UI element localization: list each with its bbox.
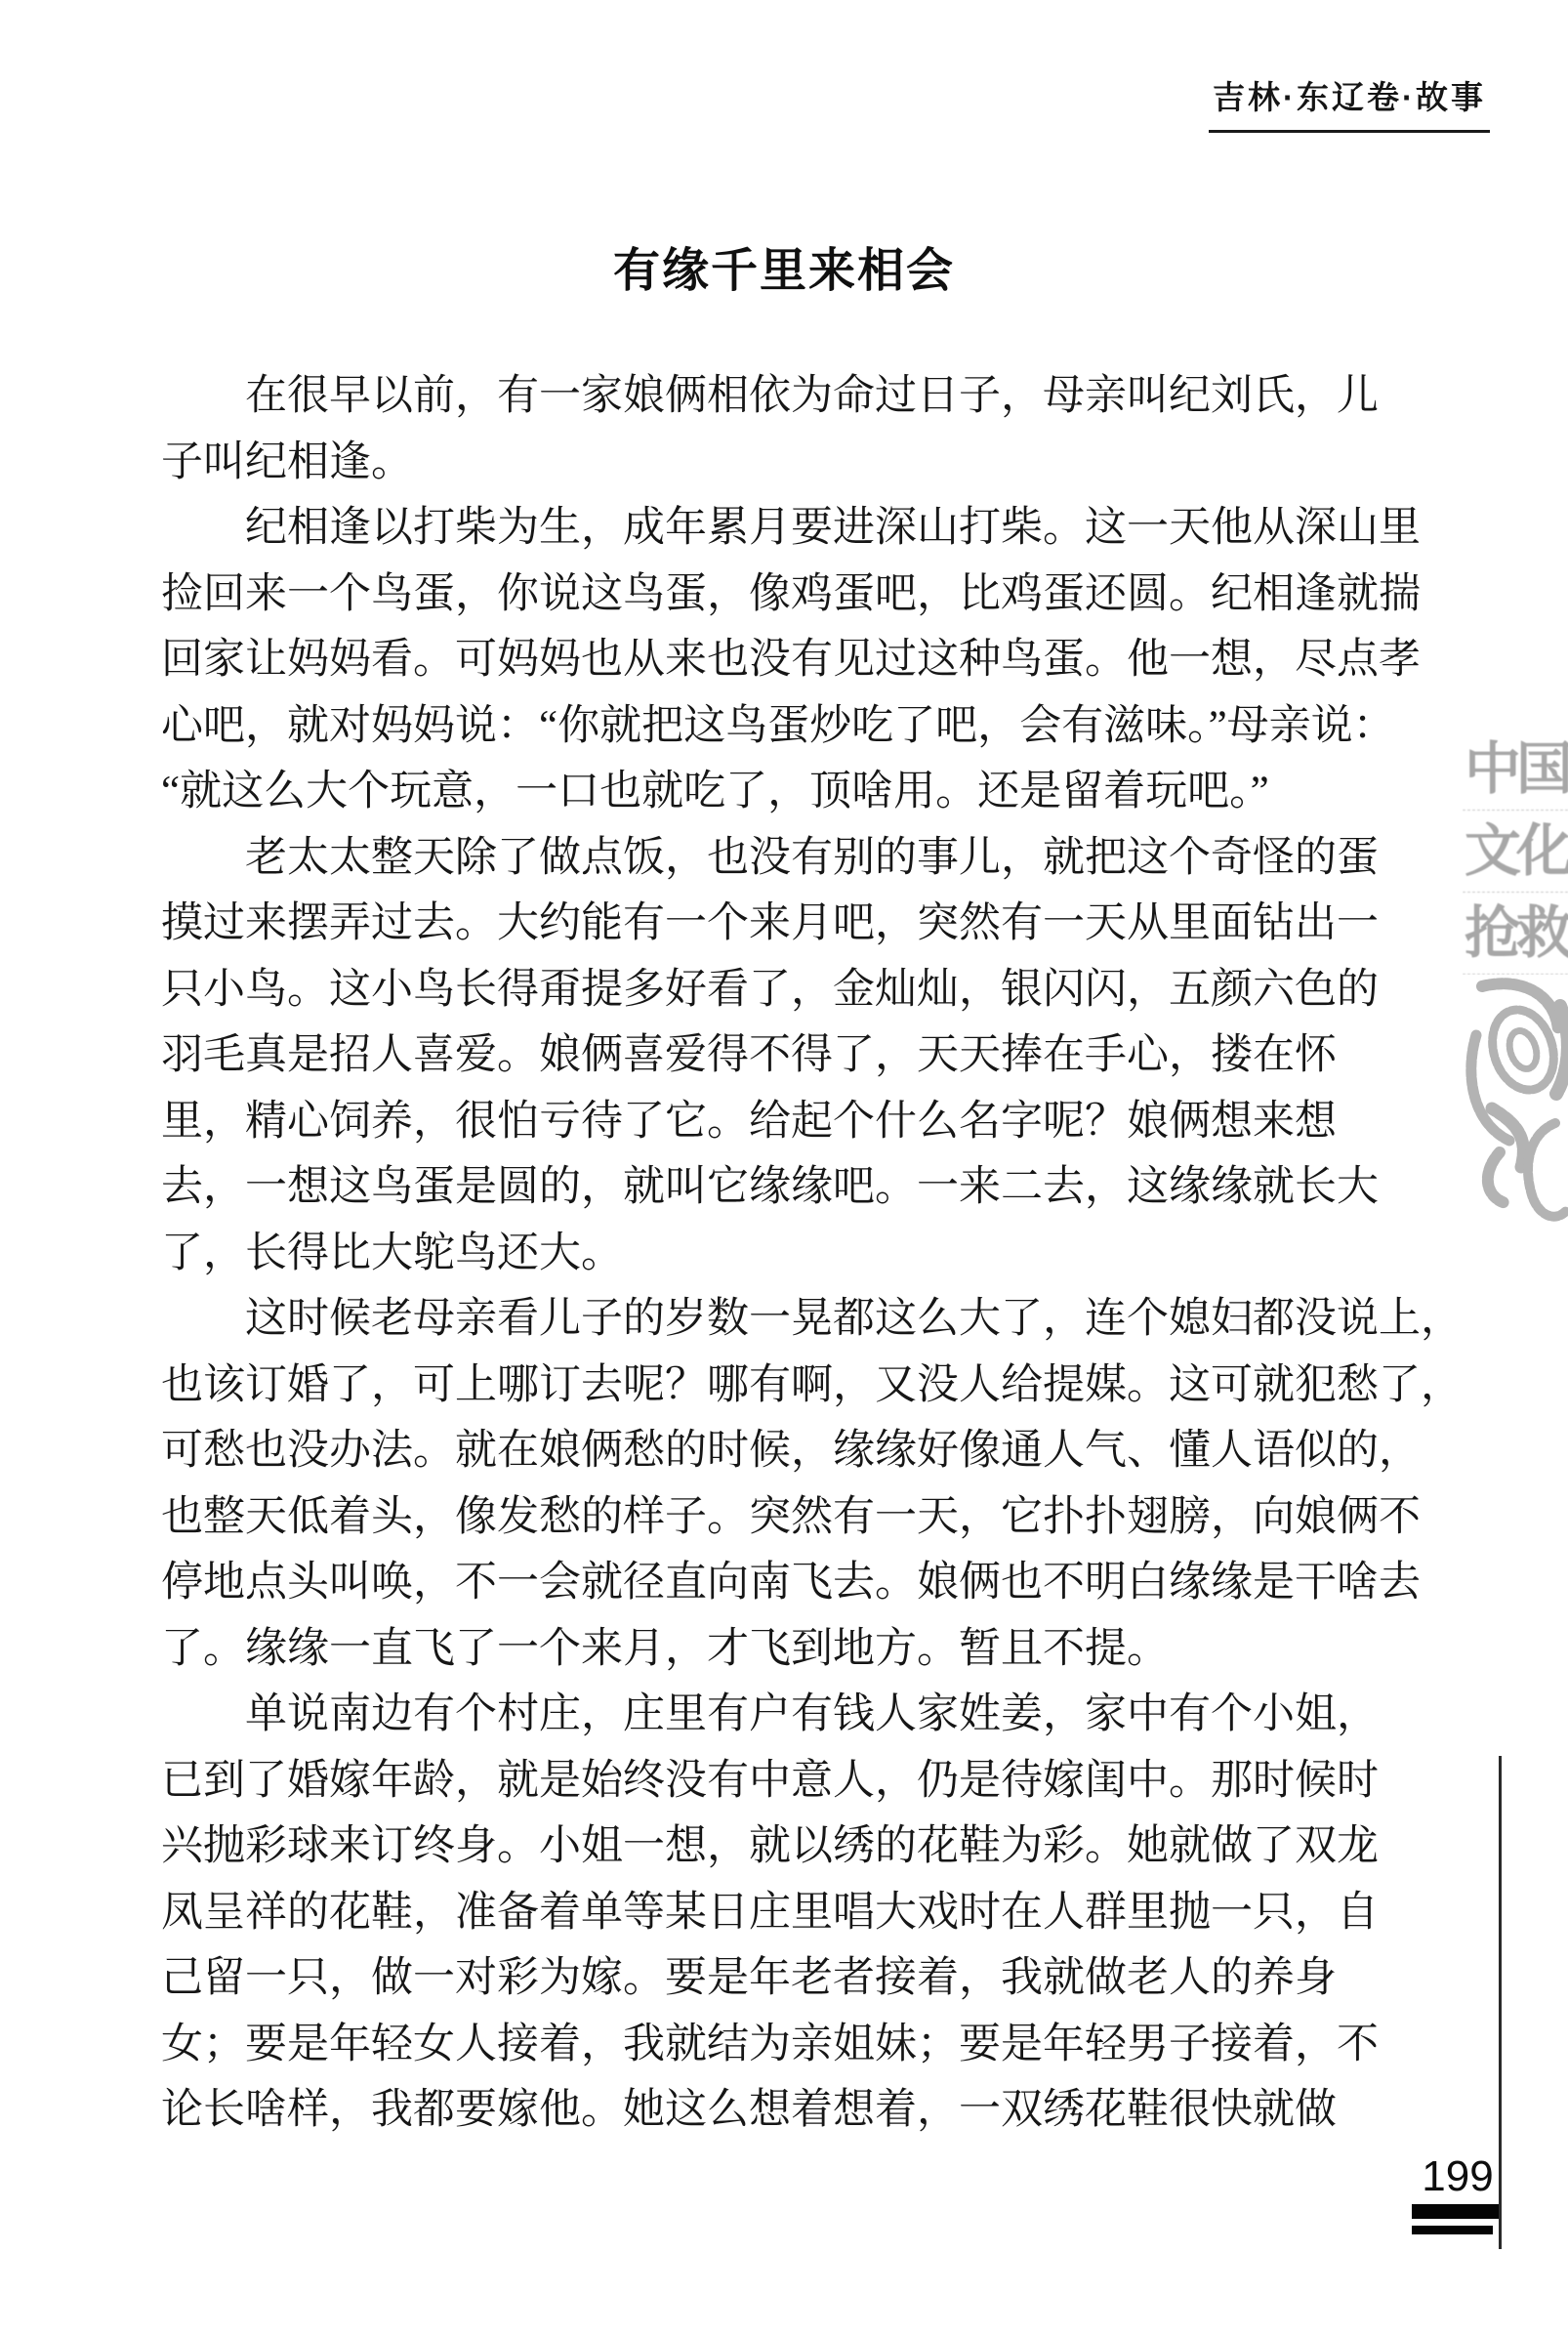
text-line: 这时候老母亲看儿子的岁数一晃都这么大了，连个媳妇都没说上， xyxy=(245,1296,1463,1342)
text-line: 捡回来一个鸟蛋，你说这鸟蛋，像鸡蛋吧，比鸡蛋还圆。纪相逢就揣 xyxy=(161,570,1421,617)
text-line: 心吧，就对妈妈说：“你就把这鸟蛋炒吃了吧，会有滋味。”母亲说： xyxy=(161,702,1395,749)
running-head: 吉林·东辽卷·故事 xyxy=(1209,72,1490,133)
text-line: 纪相逢以打柴为生，成年累月要进深山打柴。这一天他从深山里 xyxy=(245,505,1421,551)
text-line: 了，长得比大鸵鸟还大。 xyxy=(161,1230,623,1276)
text-line: 已到了婚嫁年龄，就是始终没有中意人，仍是待嫁闺中。那时候时 xyxy=(161,1757,1379,1804)
text-line: 可愁也没办法。就在娘俩愁的时候，缘缘好像通人气、懂人语似的， xyxy=(161,1428,1421,1474)
text-line: 里，精心饲养，很怕亏待了它。给起个什么名字呢？娘俩想来想 xyxy=(161,1098,1337,1145)
footer-bar-thin xyxy=(1412,2226,1493,2234)
text-line: “就这么大个玩意，一口也就吃了，顶啥用。还是留着玩吧。” xyxy=(161,769,1269,814)
text-line: 羽毛真是招人喜爱。娘俩喜爱得不得了，天天捧在手心，搂在怀 xyxy=(161,1032,1337,1078)
text-line: 单说南边有个村庄，庄里有户有钱人家姓姜，家中有个小姐， xyxy=(245,1691,1379,1737)
stamp-fragment: 抢救 xyxy=(1463,893,1568,975)
page-number: 199 xyxy=(1422,2152,1494,2200)
footer-bar-thick xyxy=(1412,2204,1499,2219)
text-line: 子叫纪相逢。 xyxy=(161,438,413,485)
text-line: 摸过来摆弄过去。大约能有一个来月吧，突然有一天从里面钻出一 xyxy=(161,900,1379,946)
text-line: 也该订婚了，可上哪订去呢？哪有啊，又没人给提媒。这可就犯愁了， xyxy=(161,1361,1463,1408)
stamp-fragment: 中国 xyxy=(1463,729,1568,811)
text-line: 女；要是年轻女人接着，我就结为亲姐妹；要是年轻男子接着，不 xyxy=(161,2021,1379,2067)
text-line: 在很早以前，有一家娘俩相依为命过日子，母亲叫纪刘氏，儿 xyxy=(245,373,1379,419)
story-body xyxy=(161,363,1463,2144)
page-title: 有缘千里来相会 xyxy=(612,245,955,297)
stamp-fragment: 文化 xyxy=(1463,811,1568,893)
text-line: 了。缘缘一直飞了一个来月，才飞到地方。暂且不提。 xyxy=(161,1625,1169,1672)
text-line: 只小鸟。这小鸟长得甭提多好看了，金灿灿，银闪闪，五颜六色的 xyxy=(161,966,1379,1013)
text-line: 也整天低着头，像发愁的样子。突然有一天，它扑扑翅膀，向娘俩不 xyxy=(161,1493,1421,1540)
decorative-mask-graphic xyxy=(1463,977,1568,1309)
text-line: 停地点头叫唤，不一会就径直向南飞去。娘俩也不明白缘缘是干啥去 xyxy=(161,1560,1421,1606)
text-line: 论长啥样，我都要嫁他。她这么想着想着，一双绣花鞋很快就做 xyxy=(161,2087,1337,2133)
text-line: 己留一只，做一对彩为嫁。要是年老者接着，我就做老人的养身 xyxy=(161,1955,1337,2001)
text-line: 回家让妈妈看。可妈妈也从来也没有见过这种鸟蛋。他一想，尽点孝 xyxy=(161,637,1421,683)
text-line: 去，一想这鸟蛋是圆的，就叫它缘缘吧。一来二去，这缘缘就长大 xyxy=(161,1164,1379,1210)
text-line: 兴抛彩球来订终身。小姐一想，就以绣的花鞋为彩。她就做了双龙 xyxy=(161,1823,1379,1869)
text-line: 老太太整天除了做点饭，也没有别的事儿，就把这个奇怪的蛋 xyxy=(245,834,1379,881)
side-stamp xyxy=(1463,729,1568,975)
text-line: 凤呈祥的花鞋，准备着单等某日庄里唱大戏时在人群里抛一只，自 xyxy=(161,1889,1379,1936)
